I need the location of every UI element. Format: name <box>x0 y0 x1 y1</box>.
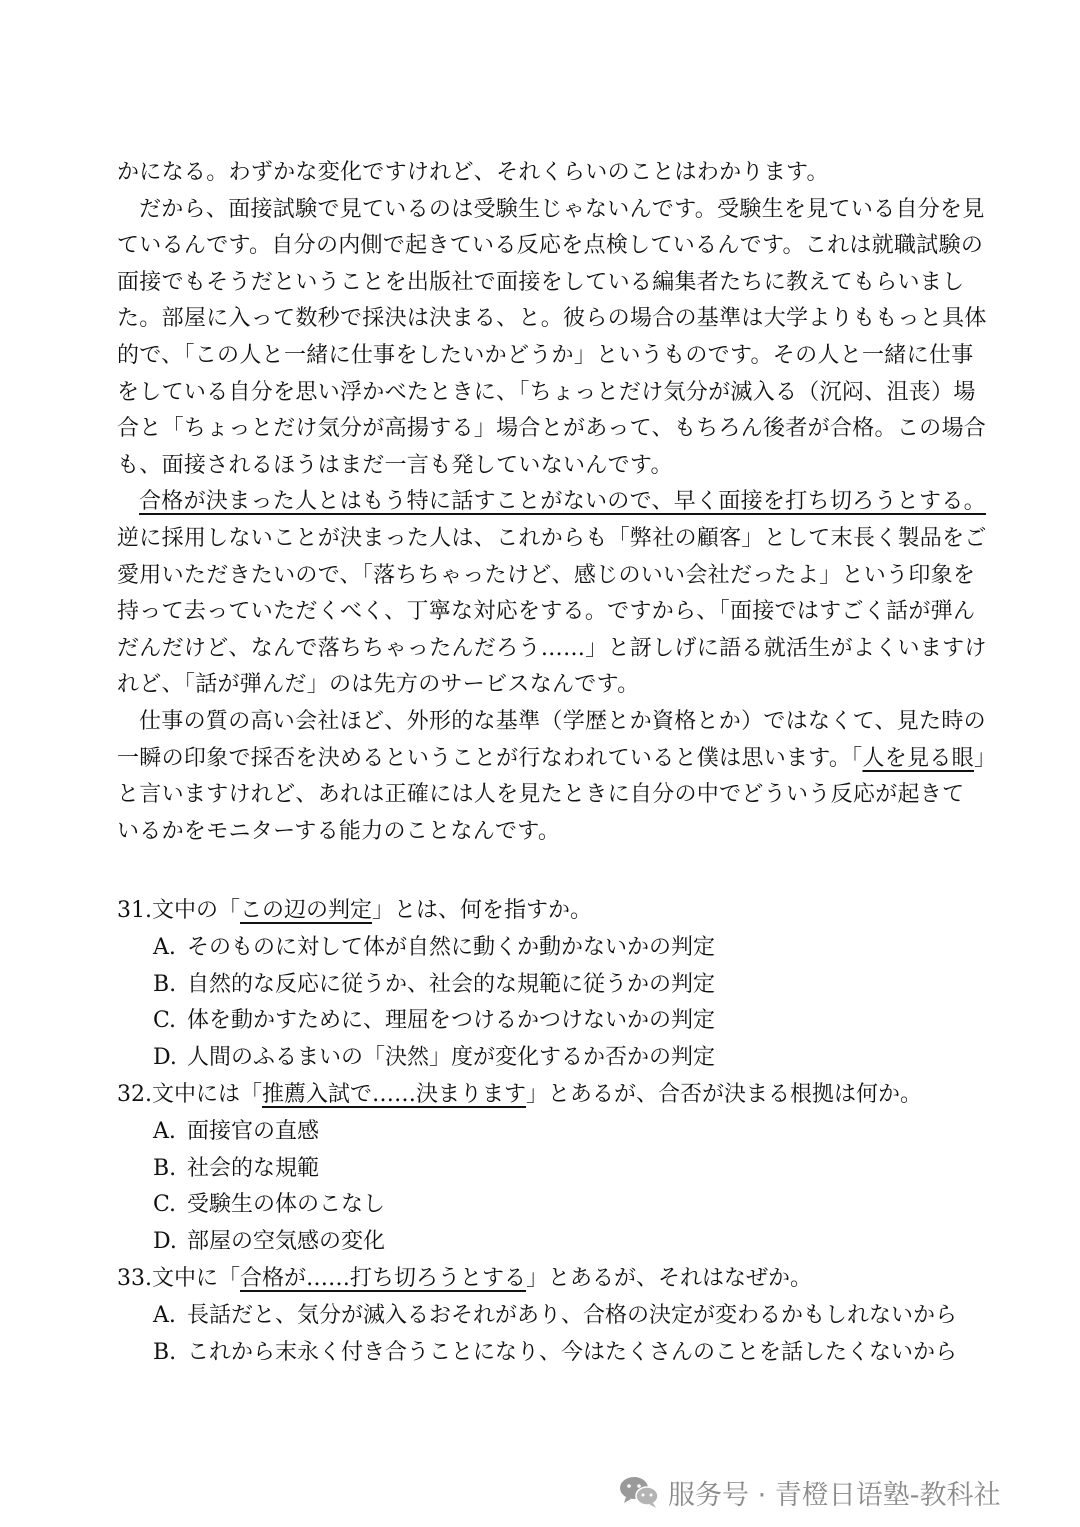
question-stem <box>117 893 967 930</box>
watermark <box>618 1470 1001 1514</box>
option-text: 長話だと、気分が滅入るおそれがあり、合格の決定が変わるかもしれないから <box>187 1302 958 1328</box>
question-number: 32. <box>117 1081 152 1107</box>
option-text: 面接官の直感 <box>187 1118 320 1144</box>
passage-line: 持って去っていただくべく、丁寧な対応をする。ですから、「面接ではすごく話が弾ん <box>117 599 976 625</box>
passage-line <box>117 741 997 778</box>
question-number: 33. <box>117 1265 152 1291</box>
passage-line: 愛用いただきたいので、「落ちちゃったけど、感じのいい会社だったよ」という印象を <box>117 562 976 588</box>
option-letter: B. <box>153 1339 177 1365</box>
option-letter: B. <box>153 1155 177 1181</box>
option-text: 体を動かすために、理屈をつけるかつけないかの判定 <box>187 1008 716 1034</box>
passage-line: ているんです。自分の内側で起きている反応を点検しているんです。これは就職試験の <box>117 233 984 259</box>
passage-line: 逆に採用しないことが決まった人は、これからも「弊社の顧客」として末長く製品をご <box>117 525 987 551</box>
underlined-sentence: 合格が決まった人とはもう特に話すことがないので、早く面接を打ち切ろうとする。 <box>139 489 986 515</box>
passage-line-underlined <box>117 484 986 521</box>
underlined-phrase: 人を見る眼 <box>862 745 974 771</box>
watermark-text: 服务号 · 青橙日语塾-教科社 <box>668 1479 1001 1511</box>
passage-line: と言いますけれど、あれは正確には人を見たときに自分の中でどういう反応が起きて <box>117 782 965 808</box>
question-quote: 推薦入試で……決まります <box>262 1081 527 1107</box>
passage-line: 的で、「この人と一緒に仕事をしたいかどうか」というものです。その人と一緒に仕事 <box>117 342 974 368</box>
answer-option[interactable] <box>117 1224 967 1261</box>
passage-line: いるかをモニターする能力のことなんです。 <box>117 818 561 844</box>
option-text: これから末永く付き合うことになり、今はたくさんのことを話したくないから <box>187 1339 958 1365</box>
passage-line: をしている自分を思い浮かべたときに、「ちょっとだけ気分が滅入る（沉闷、沮丧）場 <box>117 379 976 405</box>
question-stem <box>117 1077 967 1114</box>
option-text: そのものに対して体が自然に動くか動かないかの判定 <box>187 934 716 960</box>
question-prefix: 文中には「 <box>152 1081 263 1107</box>
passage-line: だから、面接試験で見ているのは受験生じゃないんです。受験生を見ている自分を見 <box>139 196 985 222</box>
option-letter: D. <box>153 1229 177 1255</box>
passage-line: 合と「ちょっとだけ気分が高揚する」場合とがあって、もちろん後者が合格。この場合 <box>117 416 987 442</box>
answer-option[interactable] <box>117 1040 967 1077</box>
answer-option[interactable] <box>117 1187 967 1224</box>
option-letter: A. <box>153 934 176 960</box>
question-suffix: 」とあるが、それはなぜか。 <box>526 1265 813 1291</box>
question-stem <box>117 1261 967 1298</box>
question-list <box>117 893 967 1371</box>
option-letter: A. <box>153 1302 176 1328</box>
question-prefix: 文中に「 <box>152 1265 241 1291</box>
question-suffix: 」とあるが、合否が決まる根拠は何か。 <box>526 1081 923 1107</box>
option-text: 人間のふるまいの「決然」度が変化するか否かの判定 <box>187 1045 716 1071</box>
answer-option[interactable] <box>117 967 967 1004</box>
answer-option[interactable] <box>117 930 967 967</box>
answer-option[interactable] <box>117 1335 967 1372</box>
question-prefix: 文中の「 <box>152 898 241 923</box>
passage-line: 面接でもそうだということを出版社で面接をしている編集者たちに教えてもらいまし <box>117 269 965 295</box>
passage-line: かになる。わずかな変化ですけれど、それくらいのことはわかります。 <box>117 160 829 185</box>
question-number: 31. <box>117 898 152 923</box>
reading-passage <box>117 155 997 850</box>
question-quote: この辺の判定 <box>240 898 373 923</box>
passage-line: だんだけど、なんで落ちちゃったんだろう……」と訝しげに語る就活生がよくいますけ <box>117 635 987 661</box>
option-text: 社会的な規範 <box>187 1155 320 1181</box>
answer-option[interactable] <box>117 1298 967 1335</box>
quote-open: 「 <box>851 745 863 771</box>
passage-line: も、面接されるほうはまだ一言も発していないんです。 <box>117 452 673 478</box>
answer-option[interactable] <box>117 1114 967 1151</box>
passage-line: れど、「話が弾んだ」のは先方のサービスなんです。 <box>117 672 640 698</box>
answer-option[interactable] <box>117 1003 967 1040</box>
option-letter: D. <box>153 1045 177 1071</box>
passage-line: 仕事の質の高い会社ほど、外形的な基準（学歴とか資格とか）ではなくて、見た時の <box>139 708 986 734</box>
question-quote: 合格が……打ち切ろうとする <box>240 1265 527 1291</box>
wechat-icon <box>618 1474 660 1510</box>
quote-close: 」 <box>973 745 997 771</box>
option-letter: C. <box>153 1192 177 1218</box>
option-text: 自然的な反応に従うか、社会的な規範に従うかの判定 <box>187 971 716 997</box>
passage-line-text: 一瞬の印象で採否を決めるということが行なわれていると僕は思います。 <box>117 745 852 771</box>
option-letter: B. <box>153 971 177 997</box>
answer-option[interactable] <box>117 1151 967 1188</box>
option-text: 受験生の体のこなし <box>187 1192 386 1218</box>
option-letter: C. <box>153 1008 177 1034</box>
question-suffix: 」とは、何を指すか。 <box>372 898 593 923</box>
option-letter: A. <box>153 1118 176 1144</box>
option-text: 部屋の空気感の変化 <box>187 1229 386 1255</box>
passage-line: た。部屋に入って数秒で採決は決まる、と。彼らの場合の基準は大学よりももっと具体 <box>117 306 987 332</box>
